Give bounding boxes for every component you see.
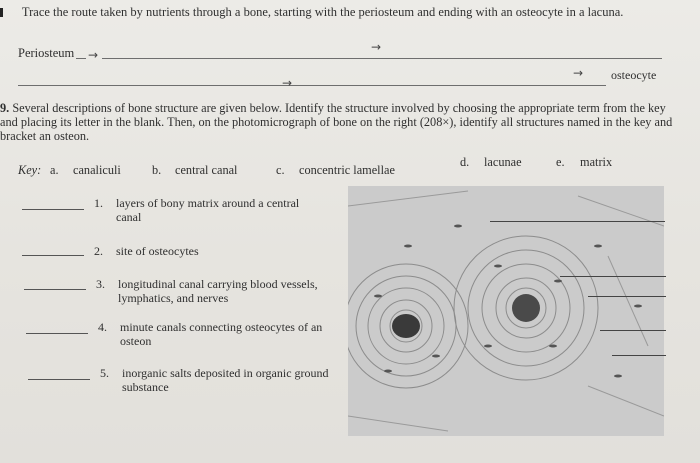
- key-letter-c: c.: [276, 163, 285, 177]
- item-2-text: site of osteocytes: [116, 244, 199, 258]
- bone-micrograph-icon: [348, 186, 664, 436]
- route-answer-line-2[interactable]: [18, 85, 606, 86]
- answer-blank-4[interactable]: [26, 333, 88, 334]
- item-1: [94, 196, 334, 226]
- key-term-c: concentric lamellae: [299, 163, 395, 177]
- key-letter-d: d.: [460, 155, 470, 169]
- key-letter-e: e.: [556, 155, 565, 169]
- item-3-text: longitudinal canal carrying blood vessels, lymphatics, and nerves: [118, 277, 318, 305]
- bone-photomicrograph: [348, 186, 664, 436]
- key-letter-b: b.: [152, 163, 162, 177]
- item-4-text: minute canals connecting osteocytes of an osteon: [120, 320, 323, 348]
- route-arrow-2: →: [371, 40, 382, 54]
- answer-blank-2[interactable]: [22, 255, 84, 256]
- answer-blank-1[interactable]: [22, 209, 84, 210]
- item-1-number: 1.: [94, 196, 103, 210]
- key-term-a: canaliculi: [73, 163, 121, 177]
- answer-blank-3[interactable]: [24, 289, 86, 290]
- item-2: [94, 244, 334, 260]
- question-9-text: Several descriptions of bone structure are given below. Identify the structure involved by choosing the appropriate term from the key and placing its letter in the blank. Then, on the photomicrograph of bone on the right (208×), identify all structures named in the key and bracket an osteon.: [0, 101, 673, 144]
- question-8: [0, 5, 623, 20]
- item-5: [100, 366, 348, 396]
- route-start-label: Periosteum: [18, 46, 75, 60]
- photo-label-line-2[interactable]: [560, 276, 666, 277]
- question-8-text: Trace the route taken by nutrients through a bone, starting with the periosteum and ending with an osteocyte in a lacuna.: [21, 5, 624, 19]
- photo-label-line-3[interactable]: [588, 296, 666, 297]
- central-canal-right: [512, 294, 540, 322]
- photo-label-line-1[interactable]: [490, 221, 665, 222]
- item-4: [98, 320, 344, 350]
- item-5-text: inorganic salts deposited in organic ground substance: [122, 366, 329, 394]
- route-start-underline: [76, 58, 86, 59]
- route-arrow-3: →: [282, 76, 293, 90]
- central-canal-left: [392, 314, 420, 338]
- photo-label-line-5[interactable]: [612, 355, 666, 356]
- item-3-number: 3.: [96, 277, 105, 291]
- item-4-number: 4.: [98, 320, 107, 334]
- answer-blank-5[interactable]: [28, 379, 90, 380]
- route-arrow-1: →: [88, 48, 99, 62]
- route-end-label: osteocyte: [611, 68, 657, 82]
- photo-label-line-4[interactable]: [600, 330, 666, 331]
- key-term-b: central canal: [175, 163, 238, 177]
- question-9-number: 9.: [0, 101, 10, 115]
- item-3: [96, 277, 346, 307]
- item-1-text: layers of bony matrix around a central canal: [116, 196, 300, 224]
- answer-key: [18, 155, 658, 179]
- route-answer-line-1[interactable]: [102, 58, 662, 59]
- item-5-number: 5.: [100, 366, 109, 380]
- key-letter-a: a.: [50, 163, 59, 177]
- key-term-d: lacunae: [484, 155, 522, 169]
- key-label: Key:: [18, 163, 42, 177]
- key-term-e: matrix: [580, 155, 613, 169]
- question-9: [0, 101, 680, 144]
- item-2-number: 2.: [94, 244, 103, 258]
- question-8-marker-icon: [0, 8, 13, 17]
- route-arrow-4: →: [573, 66, 584, 80]
